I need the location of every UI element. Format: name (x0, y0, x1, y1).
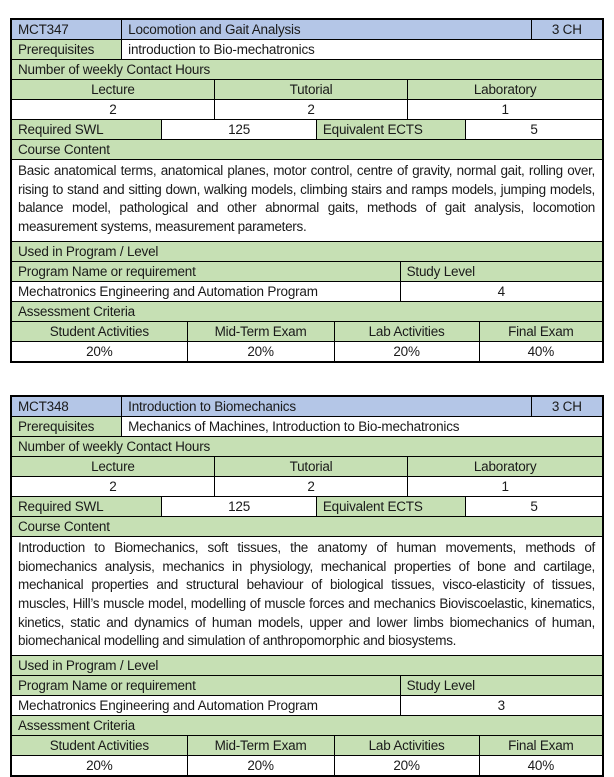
contact-hours-header: Number of weekly Contact Hours (12, 60, 602, 79)
laboratory-hours: 1 (407, 477, 602, 496)
course-content-row (12, 536, 602, 655)
final-exam-value: 40% (479, 756, 602, 775)
prerequisites-value: introduction to Bio-mechatronics (121, 40, 602, 59)
course-content-header-row (12, 139, 602, 159)
tutorial-header: Tutorial (214, 80, 408, 99)
course-title-cell: Locomotion and Gait Analysis (121, 20, 530, 39)
laboratory-header: Laboratory (407, 457, 602, 476)
prerequisites-label: Prerequisites (12, 40, 121, 59)
assessment-header-row (12, 715, 602, 735)
course-header-row (12, 397, 602, 416)
tutorial-hours: 2 (214, 477, 408, 496)
mid-term-exam-value: 20% (187, 756, 334, 775)
program-name-value: Mechatronics Engineering and Automation Program (18, 698, 318, 714)
laboratory-header: Laboratory (407, 80, 602, 99)
equivalent-ects-value: 5 (465, 120, 602, 139)
assessment-criteria-header: Assessment Criteria (12, 716, 602, 735)
lab-activities-value: 20% (334, 342, 479, 361)
prerequisites-value: Mechanics of Machines, Introduction to Bio-mechatronics (121, 417, 602, 436)
required-swl-label: Required SWL (12, 497, 161, 516)
mid-term-exam-header: Mid-Term Exam (187, 322, 334, 341)
required-swl-value: 125 (161, 120, 316, 139)
tutorial-header: Tutorial (214, 457, 408, 476)
student-activities-header: Student Activities (12, 736, 187, 755)
tutorial-hours: 2 (214, 100, 408, 119)
prerequisites-row (12, 39, 602, 59)
prerequisites-label: Prerequisites (12, 417, 121, 436)
required-swl-label: Required SWL (12, 120, 161, 139)
used-in-program-row (12, 241, 602, 261)
course-content-row (12, 159, 602, 241)
lab-activities-value: 20% (334, 756, 479, 775)
contact-hours-header-row (12, 436, 602, 456)
swl-row (12, 496, 602, 516)
lab-activities-header: Lab Activities (334, 322, 479, 341)
course-content-text: Introduction to Biomechanics, soft tissues, the anatomy of human movements, methods of biomechanics analysis, mechanics in physiology, mechanical properties of bone and cartilage, mechanical properties and structural behaviour of biological tissues, visco-elasticity of tissues, muscles, Hill’s muscle model, modelling of muscle forces and mechanics Bioviscoelastic, kinematics, kinetics, static and dynamics of human models, upper and lower limbs biomechanics of human, biomechanical modelling and simulation of anthropomorphic and biosystems. (18, 539, 595, 649)
course-header-row (12, 20, 602, 39)
mid-term-exam-header: Mid-Term Exam (187, 736, 334, 755)
study-level-value: 3 (400, 696, 602, 715)
mid-term-exam-value: 20% (187, 342, 334, 361)
assessment-labels-row (12, 735, 602, 755)
contact-hours-labels-row (12, 456, 602, 476)
program-name-value: Mechatronics Engineering and Automation Program (18, 283, 318, 299)
lecture-header: Lecture (12, 457, 214, 476)
lecture-hours: 2 (109, 102, 117, 117)
equivalent-ects-label: Equivalent ECTS (316, 497, 465, 516)
contact-hours-labels-row (12, 79, 602, 99)
program-values-row (12, 281, 602, 301)
study-level-label: Study Level (400, 262, 602, 281)
final-exam-header: Final Exam (479, 322, 602, 341)
course-content-header: Course Content (12, 140, 602, 159)
student-activities-header: Student Activities (12, 322, 187, 341)
course-content-header-row (12, 516, 602, 536)
laboratory-hours: 1 (407, 100, 602, 119)
study-level-value: 4 (400, 282, 602, 301)
course-content-text: Basic anatomical terms, anatomical planes, motor control, centre of gravity, normal gait, rolling over, rising to stand and sitting down, walking models, climbing stairs and ramps models, jumping models, balance model, pathological and other abnormal gaits, methods of gait analysis, locomotion measurement systems, measurement parameters. (18, 163, 595, 235)
assessment-values-row (12, 755, 602, 775)
course-title-cell: Introduction to Biomechanics (121, 397, 530, 416)
assessment-labels-row (12, 321, 602, 341)
lecture-header: Lecture (12, 80, 214, 99)
course-code-cell: MCT347 (12, 20, 121, 39)
contact-hours-values-row (12, 99, 602, 119)
assessment-values-row (12, 341, 602, 361)
student-activities-value: 20% (86, 343, 113, 359)
program-name-label: Program Name or requirement (12, 676, 400, 695)
course-content-header: Course Content (12, 517, 602, 536)
program-values-row (12, 695, 602, 715)
contact-hours-values-row (12, 476, 602, 496)
program-labels-row (12, 261, 602, 281)
assessment-criteria-header: Assessment Criteria (12, 302, 602, 321)
student-activities-value: 20% (86, 758, 113, 774)
program-labels-row (12, 675, 602, 695)
contact-hours-header: Number of weekly Contact Hours (12, 437, 602, 456)
program-name-label: Program Name or requirement (12, 262, 400, 281)
used-in-program-header: Used in Program / Level (12, 656, 602, 675)
credit-hours-cell: 3 CH (531, 397, 602, 416)
study-level-label: Study Level (400, 676, 602, 695)
lecture-hours: 2 (109, 478, 117, 494)
course-table-mct347 (10, 18, 604, 363)
lab-activities-header: Lab Activities (334, 736, 479, 755)
credit-hours-cell: 3 CH (531, 20, 602, 39)
used-in-program-row (12, 655, 602, 675)
course-table-mct348 (10, 395, 604, 777)
equivalent-ects-label: Equivalent ECTS (316, 120, 465, 139)
assessment-header-row (12, 301, 602, 321)
equivalent-ects-value: 5 (465, 497, 602, 516)
prerequisites-row (12, 416, 602, 436)
swl-row (12, 119, 602, 139)
required-swl-value: 125 (161, 497, 316, 516)
final-exam-value: 40% (479, 342, 602, 361)
course-code-cell: MCT348 (12, 397, 121, 416)
contact-hours-header-row (12, 59, 602, 79)
final-exam-header: Final Exam (479, 736, 602, 755)
used-in-program-header: Used in Program / Level (12, 242, 602, 261)
